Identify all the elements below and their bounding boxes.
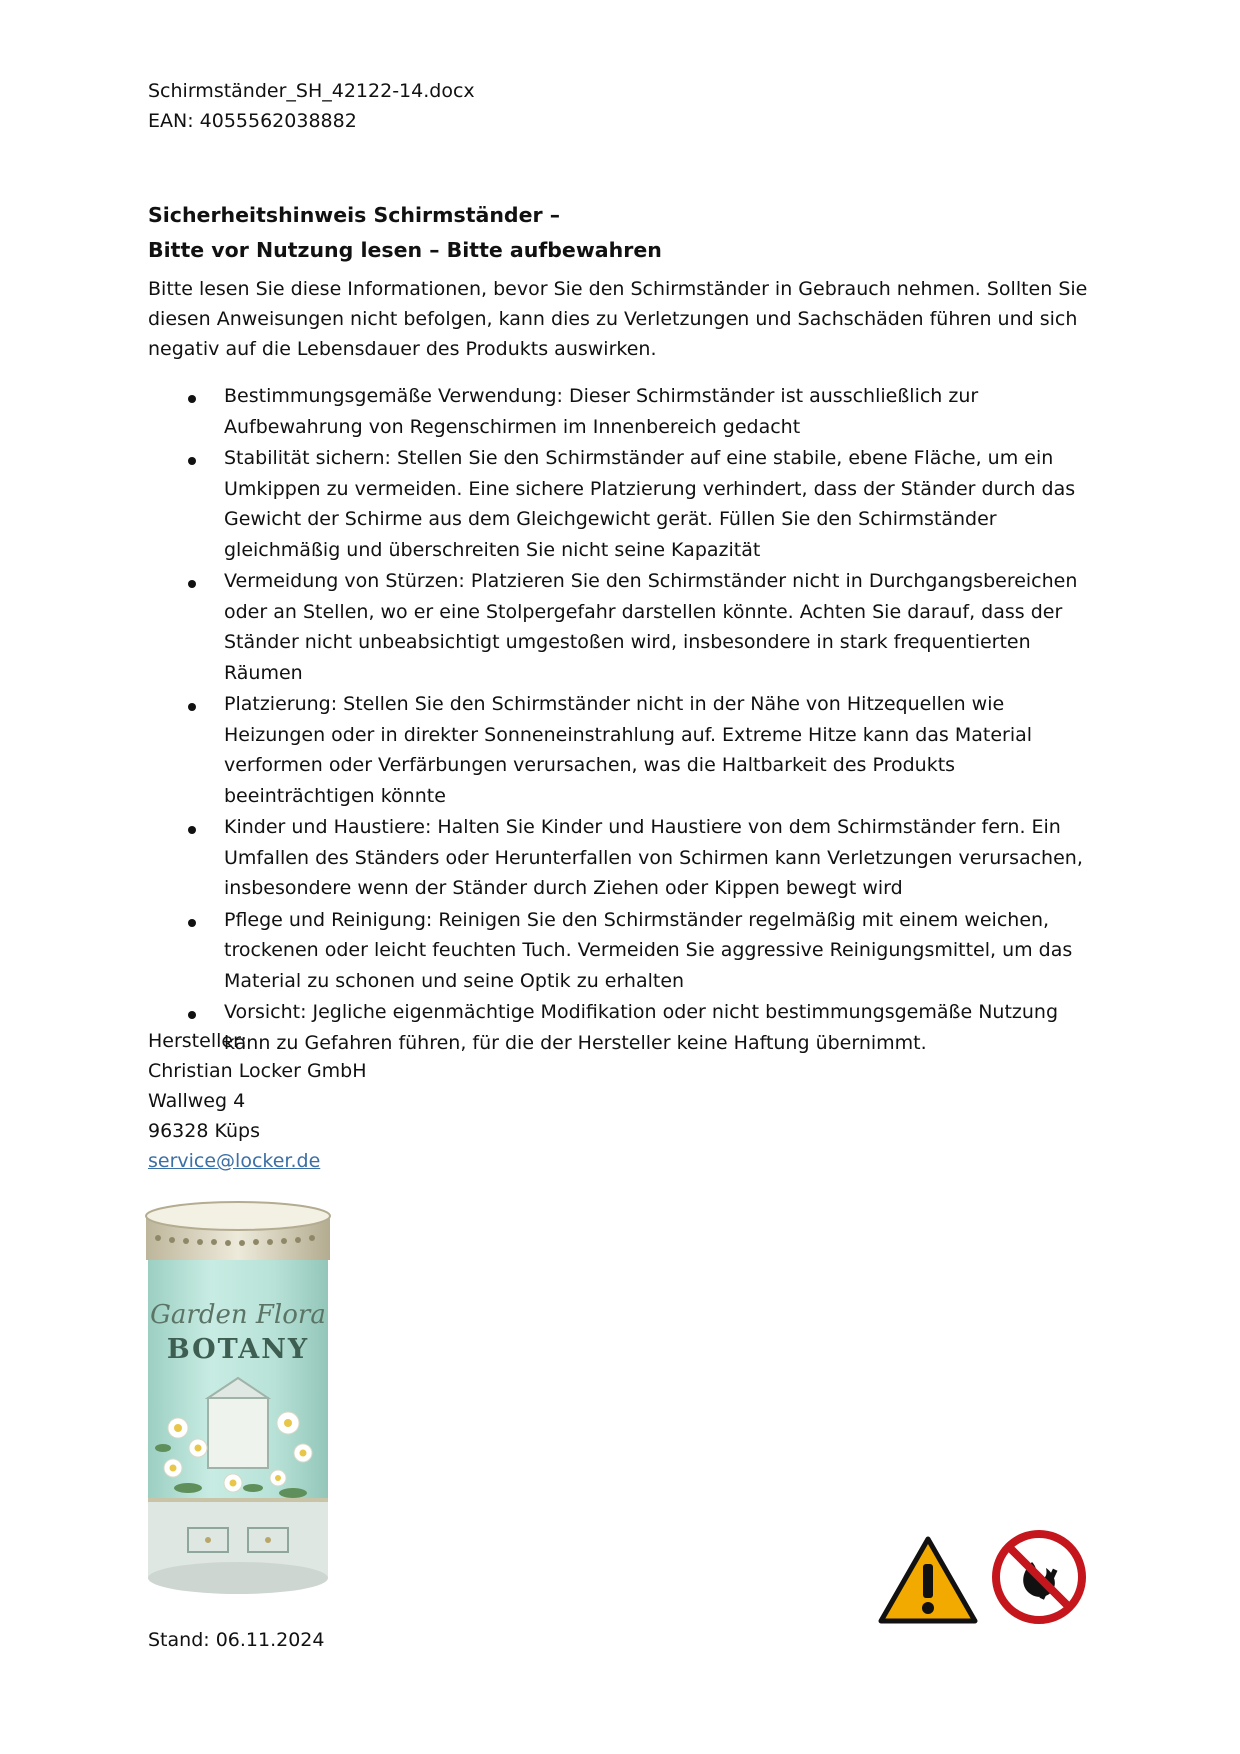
list-item xyxy=(148,905,1106,997)
document-header xyxy=(148,76,475,136)
bullet-icon xyxy=(188,580,196,588)
bullet-icon xyxy=(188,395,196,403)
manufacturer-name: Christian Locker GmbH xyxy=(148,1060,367,1082)
product-text-botany: BOTANY xyxy=(166,1334,310,1365)
bullet-icon xyxy=(188,457,196,465)
title-line-2: Bitte vor Nutzung lesen – Bitte aufbewahren xyxy=(148,238,662,262)
list-item-text: Kinder und Haustiere: Halten Sie Kinder und Haustiere von dem Schirmständer fern. Ein Umfallen des Ständers oder Herunterfallen von Schirmen kann Verletzungen verursachen, insbesondere wenn der Ständer durch Ziehen oder Kippen bewegt wird xyxy=(224,816,1083,899)
warning-icon xyxy=(878,1536,978,1624)
list-item-text: Stabilität sichern: Stellen Sie den Schirmständer auf eine stabile, ebene Fläche, um ein Umkippen zu vermeiden. Eine sichere Platzierung verhindert, dass der Ständer durch das Gewicht der Schirme aus dem Gleichgewicht gerät. Füllen Sie den Schirmständer gleichmäßig und überschreiten Sie nicht seine Kapazität xyxy=(224,447,1076,561)
product-text-garden-flora: Garden Flora xyxy=(150,1300,326,1330)
bullet-icon xyxy=(188,703,196,711)
list-item-text: Platzierung: Stellen Sie den Schirmständer nicht in der Nähe von Hitzequellen wie Heizungen oder in direkter Sonneneinstrahlung auf. Extreme Hitze kann das Material verformen oder Verfärbungen verursachen, was die Haltbarkeit des Produkts beeinträchtigen könnte xyxy=(224,693,1033,807)
list-item-text: Bestimmungsgemäße Verwendung: Dieser Schirmständer ist ausschließlich zur Aufbewahrung von Regenschirmen im Innenbereich gedacht xyxy=(224,385,979,438)
list-item-text: Vorsicht: Jegliche eigenmächtige Modifikation oder nicht bestimmungsgemäße Nutzung kann zu Gefahren führen, für die der Hersteller keine Haftung übernimmt. xyxy=(224,1001,1059,1054)
list-item xyxy=(148,689,1106,811)
list-item xyxy=(148,566,1106,688)
manufacturer-city: 96328 Küps xyxy=(148,1120,260,1142)
bullet-icon xyxy=(188,826,196,834)
list-item-text: Pflege und Reinigung: Reinigen Sie den Schirmständer regelmäßig mit einem weichen, trockenen oder leicht feuchten Tuch. Vermeiden Sie aggressive Reinigungsmittel, um das Material zu schonen und seine Optik zu erhalten xyxy=(224,908,1073,992)
list-item xyxy=(148,812,1106,904)
list-item xyxy=(148,443,1106,565)
safety-list xyxy=(148,381,1106,1059)
bullet-icon xyxy=(188,919,196,927)
ean-number: EAN: 4055562038882 xyxy=(148,110,357,132)
bullet-icon xyxy=(188,1011,196,1019)
no-open-flame-icon xyxy=(990,1528,1088,1626)
list-item xyxy=(148,381,1106,442)
umbrella-stand-image xyxy=(138,1198,338,1608)
stand-date: Stand: 06.11.2024 xyxy=(148,1629,325,1651)
manufacturer-block xyxy=(148,1026,367,1176)
manufacturer-label: Hersteller: xyxy=(148,1030,247,1052)
document-title xyxy=(148,198,662,268)
manufacturer-street: Wallweg 4 xyxy=(148,1090,246,1112)
file-name: Schirmständer_SH_42122-14.docx xyxy=(148,80,475,102)
manufacturer-email-link[interactable]: service@locker.de xyxy=(148,1150,321,1172)
intro-paragraph: Bitte lesen Sie diese Informationen, bevor Sie den Schirmständer in Gebrauch nehmen. Sollten Sie diesen Anweisungen nicht befolgen, kann dies zu Verletzungen und Sachschäden führen und sich negativ auf die Lebensdauer des Produkts auswirken. xyxy=(148,278,1088,360)
title-line-1: Sicherheitshinweis Schirmständer – xyxy=(148,203,561,227)
list-item-text: Vermeidung von Stürzen: Platzieren Sie den Schirmständer nicht in Durchgangsbereichen oder an Stellen, wo er eine Stolpergefahr darstellen könnte. Achten Sie darauf, dass der Ständer nicht unbeabsichtigt umgestoßen wird, insbesondere in stark frequentierten Räumen xyxy=(224,570,1078,684)
